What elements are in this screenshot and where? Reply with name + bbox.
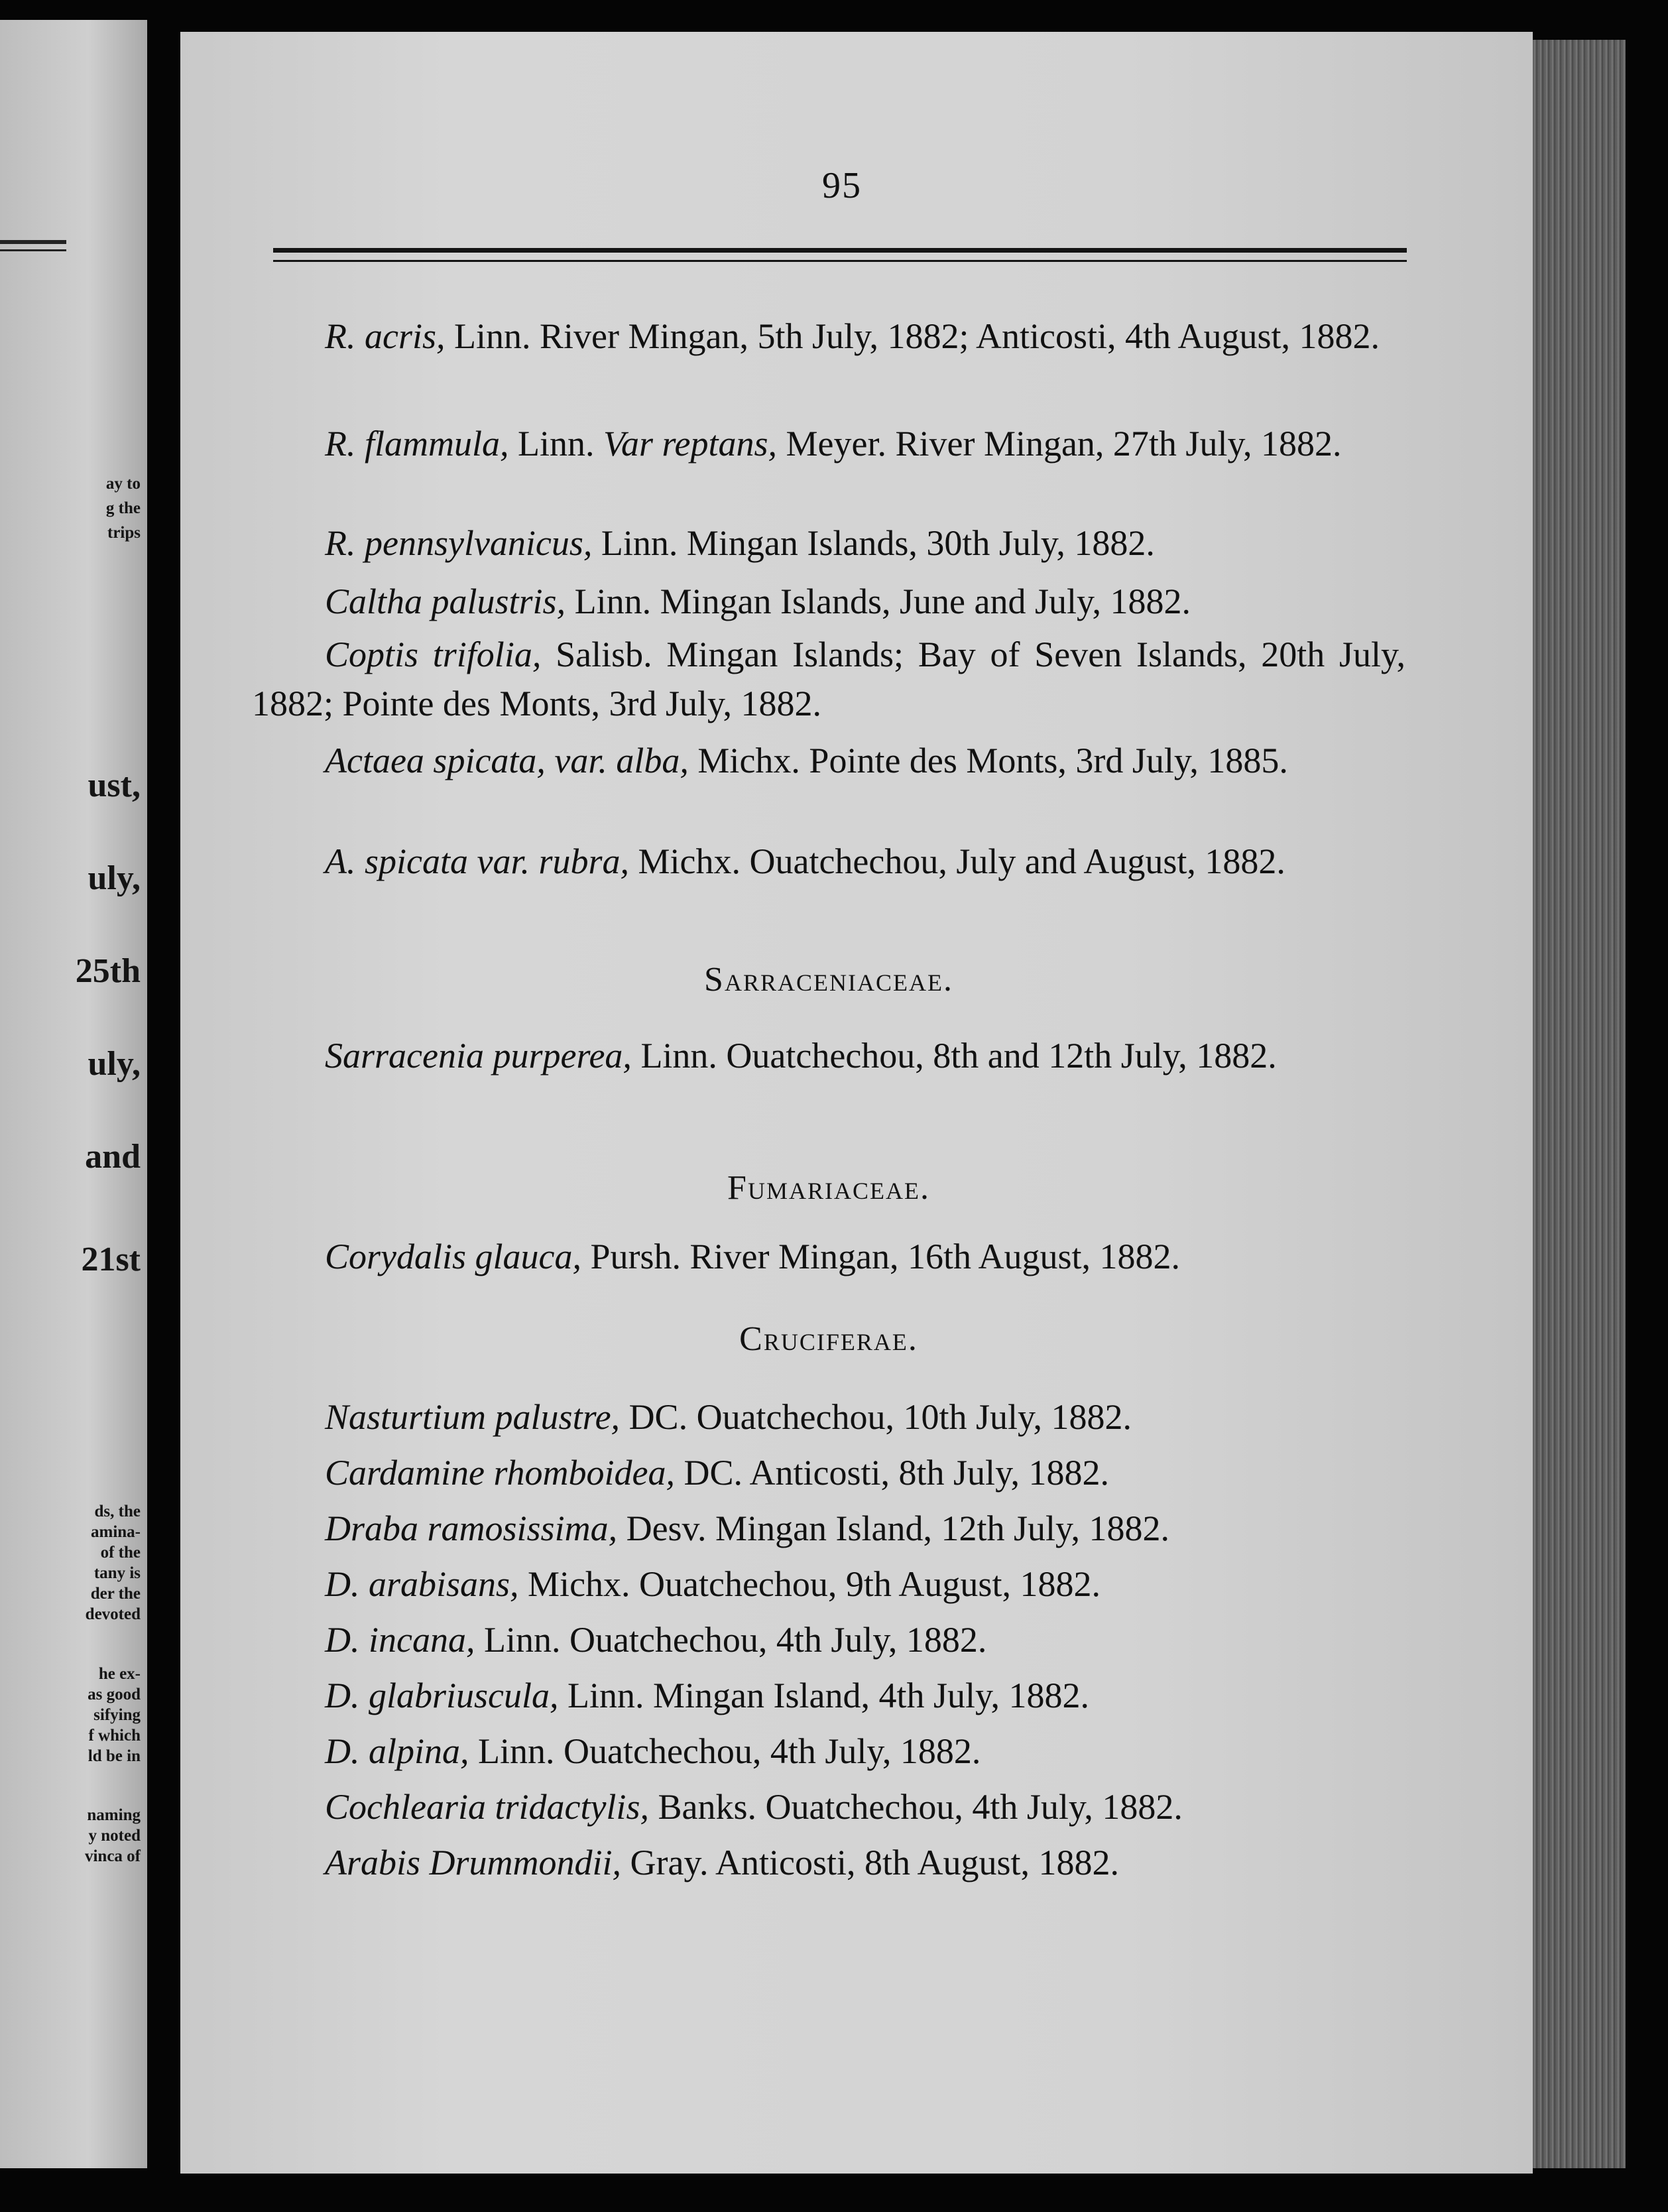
- entry-detail: Linn.: [508, 424, 603, 463]
- species-entry: [252, 1782, 1405, 1831]
- species-entry: [252, 1448, 1405, 1497]
- species-name: R. acris,: [325, 316, 446, 356]
- entry-detail: Gray. Anticosti, 8th August, 1882.: [621, 1843, 1120, 1882]
- entry-detail: DC. Ouatchechou, 10th July, 1882.: [620, 1397, 1132, 1437]
- species-name: R. pennsylvanicus,: [325, 523, 593, 563]
- species-name: D. glabriuscula,: [325, 1676, 559, 1715]
- species-name: D. incana,: [325, 1620, 475, 1660]
- left-page-rule: [0, 240, 66, 244]
- species-name: Draba ramosissima,: [325, 1508, 618, 1548]
- left-fragment-line: ds, the: [94, 1503, 141, 1520]
- species-name: Cochlearia tridactylis,: [325, 1787, 649, 1827]
- species-entry: [252, 1838, 1405, 1887]
- page-stack-edge: [1533, 40, 1626, 2168]
- left-fragment-line: tany is: [93, 1564, 141, 1582]
- left-fragment-line: he ex-: [98, 1665, 141, 1683]
- species-name: Arabis Drummondii,: [325, 1843, 622, 1882]
- entry-detail: Linn. Ouatchechou, 8th and 12th July, 1882.: [631, 1036, 1277, 1075]
- species-entry: [252, 736, 1405, 785]
- species-entry: [252, 1615, 1405, 1664]
- left-fragment-line: of the: [100, 1544, 141, 1562]
- page-body: [252, 0, 1405, 2212]
- species-name: D. arabisans,: [325, 1564, 519, 1604]
- species-entry: [252, 419, 1405, 468]
- species-entry: [252, 1727, 1405, 1776]
- left-fragment-line: ust,: [88, 767, 141, 804]
- species-entry: [252, 1671, 1405, 1720]
- species-name: A. spicata var. rubra,: [325, 841, 629, 881]
- species-name: D. alpina,: [325, 1731, 469, 1771]
- section-heading: Sarraceniaceae.: [704, 961, 953, 999]
- left-fragment-line: uly,: [88, 1045, 141, 1083]
- species-entry: [252, 519, 1405, 568]
- left-page-rule: [0, 249, 66, 251]
- entry-detail: Desv. Mingan Island, 12th July, 1882.: [617, 1508, 1170, 1548]
- species-entry: [252, 1560, 1405, 1609]
- left-fragment-line: devoted: [85, 1605, 141, 1623]
- species-name: Sarracenia purperea,: [325, 1036, 632, 1075]
- left-fragment-line: der the: [90, 1585, 141, 1603]
- entry-detail: Michx. Pointe des Monts, 3rd July, 1885.: [688, 741, 1288, 780]
- entry-detail: Salisb. Mingan Islands; Bay of Seven Islands, 20th July, 1882; Pointe des Monts, 3rd July, 1882.: [252, 635, 1405, 723]
- left-fragment-line: trips: [107, 524, 141, 542]
- left-fragment-line: vinca of: [84, 1847, 141, 1865]
- left-fragment-line: and: [85, 1138, 141, 1176]
- entry-detail: Linn. River Mingan, 5th July, 1882; Anticosti, 4th August, 1882.: [445, 316, 1380, 356]
- entry-detail: Pursh. River Mingan, 16th August, 1882.: [581, 1237, 1181, 1276]
- left-fragment-line: g the: [105, 499, 141, 517]
- entry-detail: Michx. Ouatchechou, 9th August, 1882.: [518, 1564, 1101, 1604]
- left-fragment-line: ld be in: [88, 1747, 141, 1765]
- species-entry: [252, 1232, 1405, 1281]
- species-entry: [252, 837, 1405, 886]
- species-entry: [252, 577, 1405, 626]
- left-fragment-line: uly,: [88, 859, 141, 897]
- species-name: Actaea spicata, var. alba,: [325, 741, 689, 780]
- variety-name: Var reptans,: [603, 424, 778, 463]
- entry-detail: Banks. Ouatchechou, 4th July, 1882.: [648, 1787, 1183, 1827]
- entry-detail: Linn. Mingan Island, 4th July, 1882.: [558, 1676, 1089, 1715]
- entry-detail: Linn. Mingan Islands, June and July, 1882.: [566, 582, 1191, 621]
- left-fragment-line: 21st: [81, 1241, 141, 1278]
- left-fragment-line: as good: [88, 1686, 141, 1703]
- left-fragment-line: sifying: [93, 1706, 141, 1724]
- left-fragment-line: y noted: [88, 1827, 141, 1845]
- left-fragment-line: ay to: [105, 475, 141, 493]
- species-entry: [252, 630, 1405, 728]
- left-fragment-line: amina-: [91, 1523, 141, 1541]
- species-name: Cardamine rhomboidea,: [325, 1453, 676, 1493]
- left-page-fragment: [0, 20, 147, 2168]
- species-entry: [252, 1504, 1405, 1553]
- entry-detail: Linn. Mingan Islands, 30th July, 1882.: [592, 523, 1155, 563]
- species-name: Corydalis glauca,: [325, 1237, 581, 1276]
- entry-detail: Linn. Ouatchechou, 4th July, 1882.: [469, 1731, 981, 1771]
- left-fragment-line: 25th: [75, 952, 141, 990]
- entry-detail: Linn. Ouatchechou, 4th July, 1882.: [475, 1620, 987, 1660]
- entry-detail: Michx. Ouatchechou, July and August, 1882.: [629, 841, 1285, 881]
- species-name: Caltha palustris,: [325, 582, 566, 621]
- species-entry: [252, 1031, 1405, 1080]
- entry-detail: DC. Anticosti, 8th July, 1882.: [675, 1453, 1110, 1493]
- page-number: 95: [822, 165, 862, 206]
- species-name: Coptis trifolia,: [325, 635, 542, 674]
- species-entry: [252, 312, 1405, 361]
- section-heading: Fumariaceae.: [727, 1169, 930, 1207]
- left-fragment-line: f which: [88, 1727, 141, 1745]
- section-heading: Cruciferae.: [739, 1320, 918, 1358]
- left-fragment-line: naming: [87, 1806, 141, 1824]
- species-name: Nasturtium palustre,: [325, 1397, 621, 1437]
- entry-detail: Meyer. River Mingan, 27th July, 1882.: [777, 424, 1342, 463]
- species-entry: [252, 1392, 1405, 1442]
- species-name: R. flammula,: [325, 424, 509, 463]
